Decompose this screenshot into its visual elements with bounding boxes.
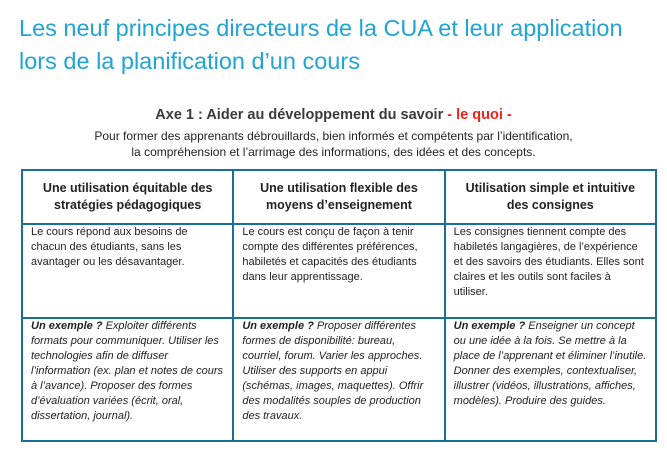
column-header-1: Une utilisation équitable des stratégies pédagogiques: [22, 170, 233, 224]
axis-highlight: - le quoi -: [447, 107, 512, 123]
page-title: Les neuf principes directeurs de la CUA et leur application lors de la planification d’un cours: [19, 15, 623, 74]
example-cell-1: [22, 318, 233, 441]
example-row: [22, 318, 656, 441]
principles-table: [21, 169, 657, 442]
example-cell-2: [233, 318, 444, 441]
example-cell-3: [445, 318, 656, 441]
description-row: [22, 224, 656, 318]
example-label: Un exemple ?: [31, 320, 103, 332]
description-cell-2: Le cours est conçu de façon à tenir compte des différentes préférences, habiletés et capacités des étudiants dans leur apprentissage.: [233, 224, 444, 318]
intro-text: [0, 128, 667, 160]
axis-label: Axe 1 : Aider au développement du savoir: [155, 107, 444, 123]
example-text: Proposer différentes formes de disponibilité: bureau, courriel, forum. Varier les approches. Utiliser des supports en appui (schémas, images, maquettes). Offrir des modalités souples de production des travaux.: [242, 320, 424, 422]
example-label: Un exemple ?: [242, 320, 314, 332]
description-cell-3: Les consignes tiennent compte des habiletés langagières, de l’expérience et des savoirs des étudiants. Elles sont claires et les outils sont faciles à utiliser.: [445, 224, 656, 318]
example-text: Exploiter différents formats pour communiquer. Utiliser les technologies afin de diffuser l’information (ex. plan et notes de cours à l’avance). Proposer des formes d’évaluation variées (écrit, oral, dissertation, journal).: [31, 320, 223, 422]
axis-heading: [0, 107, 667, 123]
intro-line-1: Pour former des apprenants débrouillards, bien informés et compétents par l’identification,: [94, 129, 573, 143]
description-cell-1: Le cours répond aux besoins de chacun des étudiants, sans les avantager ou les désavantager.: [22, 224, 233, 318]
column-header-3: Utilisation simple et intuitive des consignes: [445, 170, 656, 224]
example-label: Un exemple ?: [453, 320, 526, 332]
example-text: Enseigner un concept ou une idée à la fois. Se mettre à la place de l’apprenant et éliminer l’inutile. Donner des exemples, contextualiser, illustrer (vidéos, illustrations, affiches, modèles). Produire des guides.: [453, 320, 647, 407]
column-header-2: Une utilisation flexible des moyens d’enseignement: [233, 170, 444, 224]
header-row: [22, 170, 656, 224]
intro-line-2: la compréhension et l’arrimage des informations, des idées et des concepts.: [131, 145, 536, 159]
